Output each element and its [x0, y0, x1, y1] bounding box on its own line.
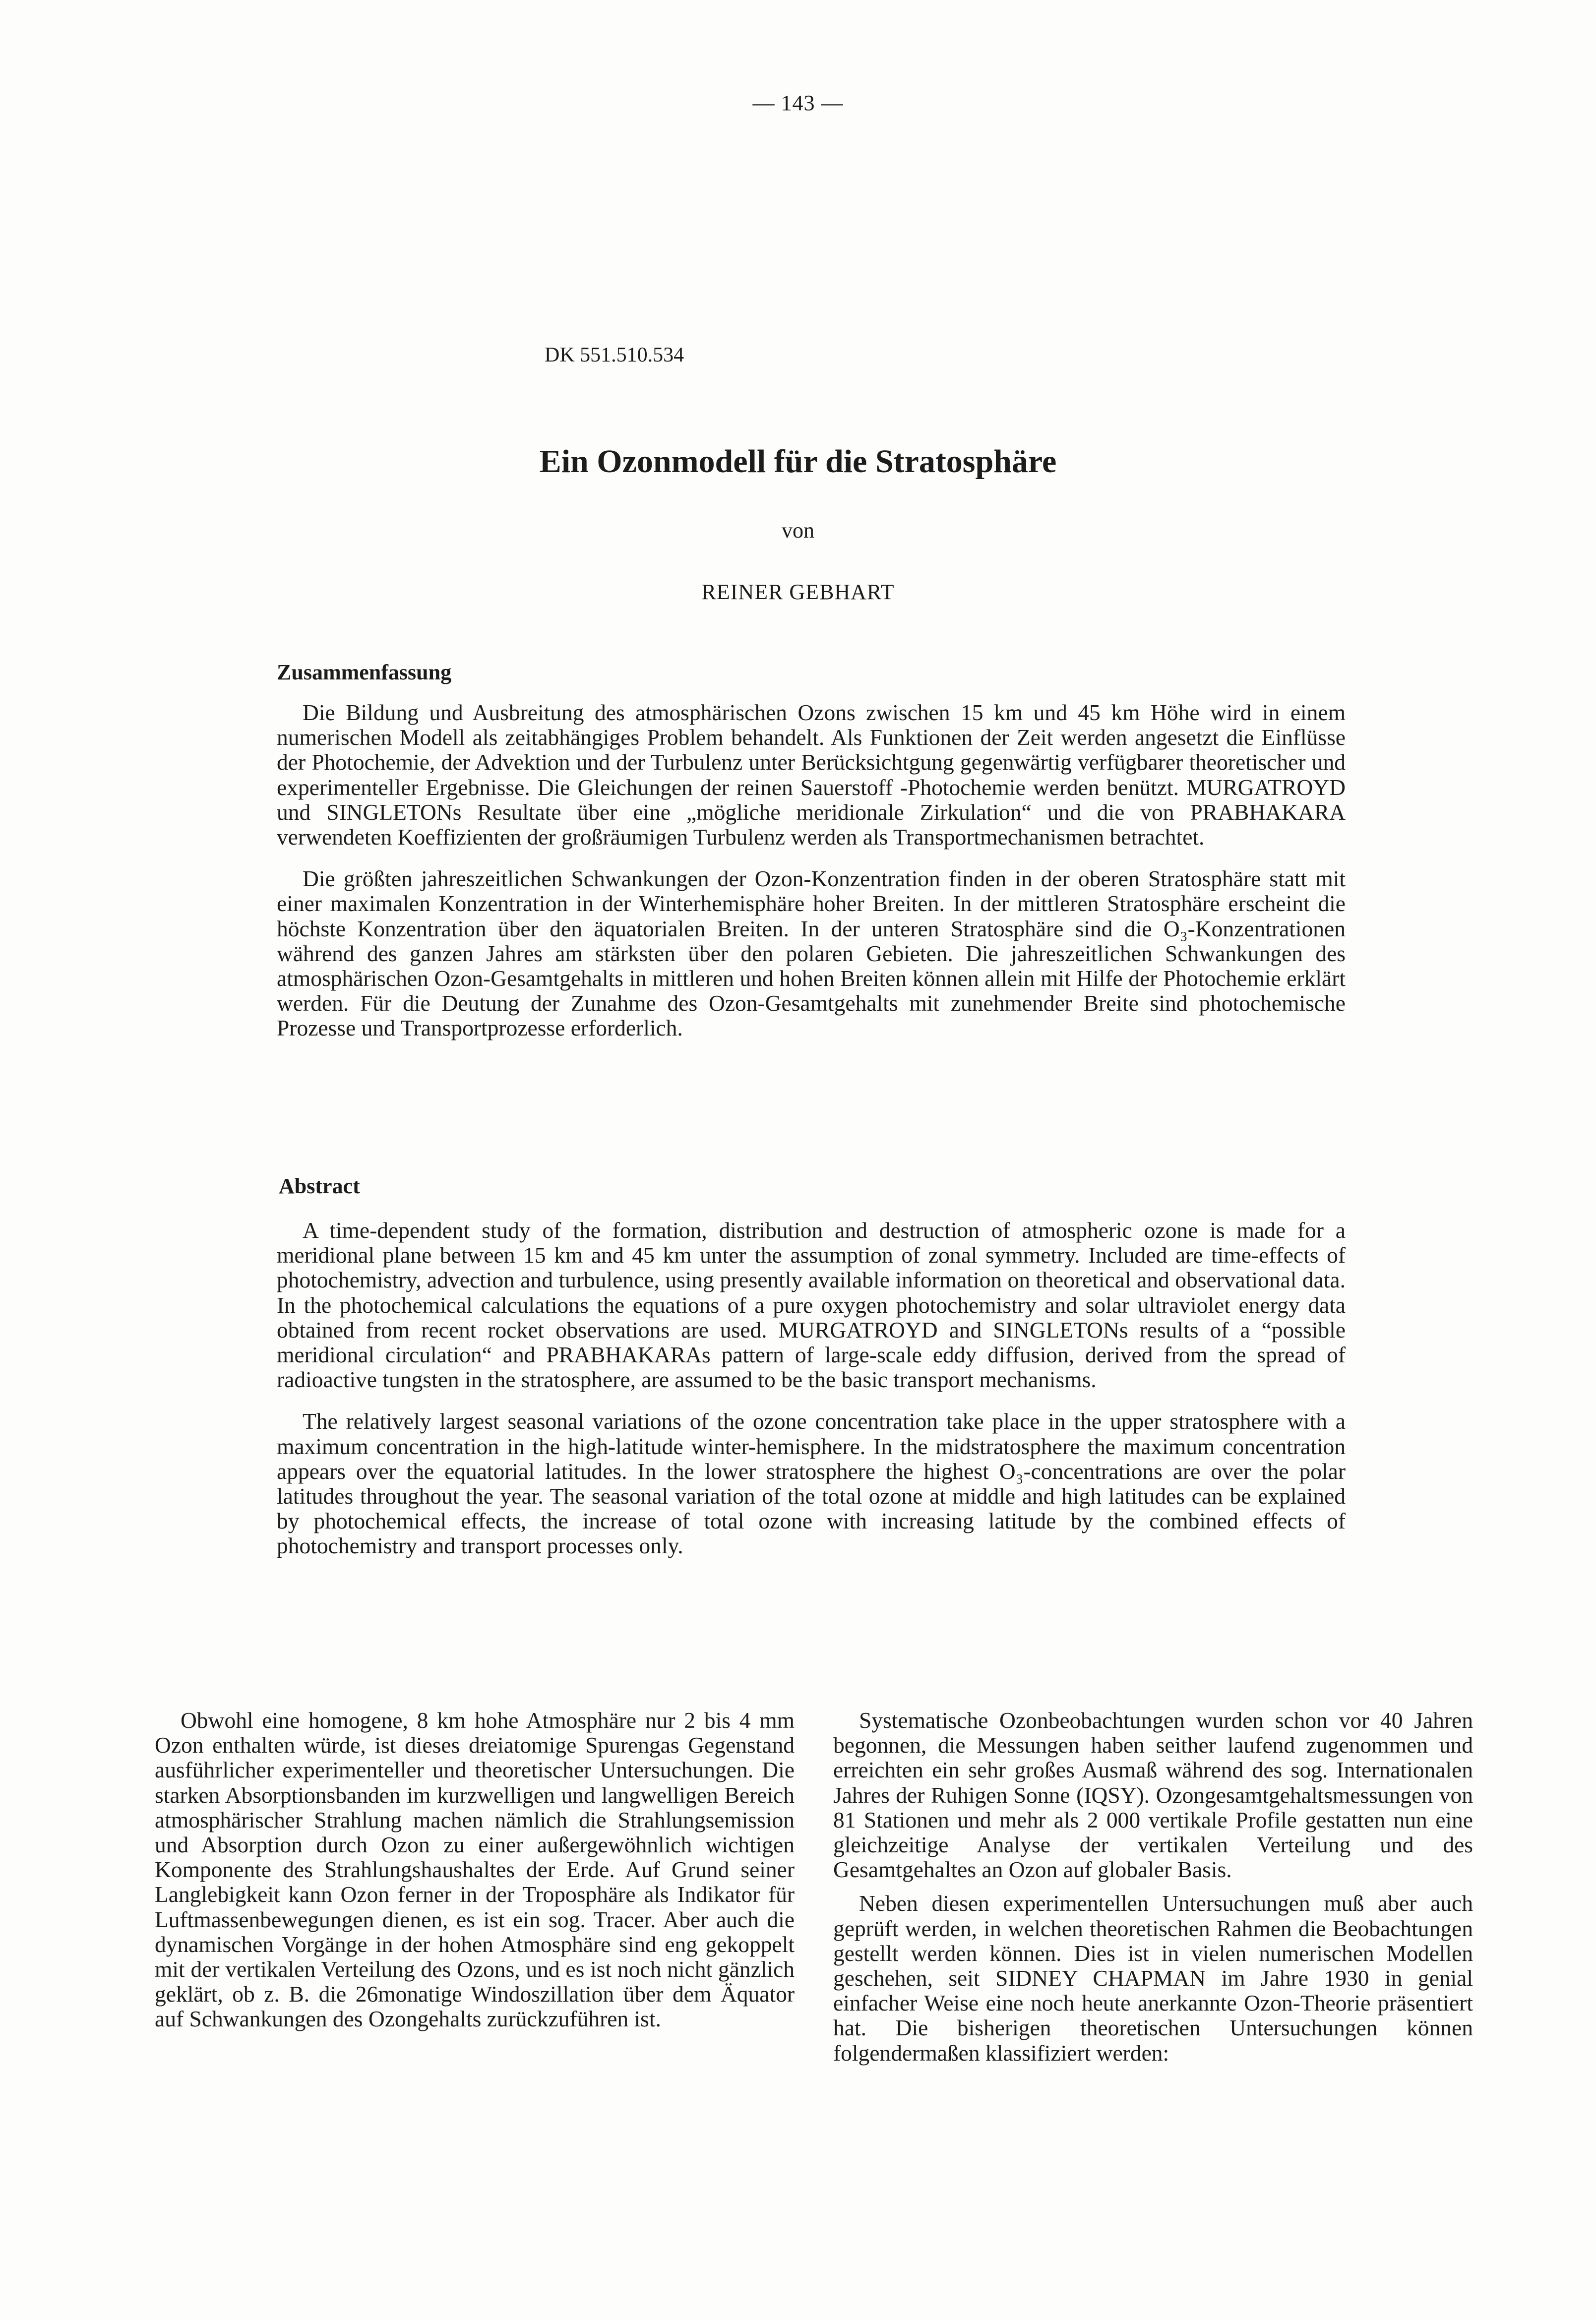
abstract-paragraph: The relatively largest seasonal variations of the ozone concentration take place in the upper stratosphere with a maximum concentration in the high-latitude winter-hemisphere. In the midstratosphere the maximum concentration appears over the equatorial latitudes. In the lower stratosphere the highest O₃-concentrations are over the polar latitudes throughout the year. The seasonal variation of the total ozone at middle and high latitudes can be explained by photochemical effects, the increase of total ozone with increasing latitude by the combined effects of photochemistry and transport processes only.	[277, 1408, 1346, 1559]
byline-von: von	[782, 518, 814, 543]
zusammenfassung-text	[277, 700, 1346, 1058]
article-title: Ein Ozonmodell für die Stratosphäre	[539, 443, 1057, 480]
abstract-paragraph: A time-dependent study of the formation, distribution and destruction of atmospheric ozone is made for a meridional plane between 15 km and 45 km unter the assumption of zonal symmetry. Included are time-effects of photochemistry, advection and turbulence, using presently available information on theoretical and observational data. In the photochemical calculations the equations of a pure oxygen photochemistry and solar ultraviolet energy data obtained from recent rocket observations are used. MURGATROYD and SINGLETONs results of a “possible meridional circulation“ and PRABHAKARAs pattern of large-scale eddy diffusion, derived from the spread of radioactive tungsten in the stratosphere, are assumed to be the basic transport mechanisms.	[277, 1218, 1346, 1393]
body-paragraph: Systematische Ozonbeobachtungen wurden schon vor 40 Jahren begonnen, die Messungen haben seither laufend zugenommen und erreichten ein sehr großes Ausmaß während des sog. Internationalen Jahres der Ruhigen Sonne (IQSY). Ozongesamtgehaltsmessungen von 81 Stationen und mehr als 2 000 vertikale Profile gestatten nun eine gleichzeitige Analyse der vertikalen Verteilung und des Gesamtgehaltes an Ozon auf globaler Basis.	[833, 1708, 1473, 1883]
zusammenfassung-paragraph: Die Bildung und Ausbreitung des atmosphärischen Ozons zwischen 15 km und 45 km Höhe wird in einem numerischen Modell als zeitabhängiges Problem behandelt. Als Funktionen der Zeit werden angesetzt die Einflüsse der Photochemie, der Advektion und der Turbulenz unter Berücksichtgung gegenwärtig verfügbarer theoretischer und experimenteller Ergebnisse. Die Gleichungen der reinen Sauerstoff -Photochemie werden benützt. MURGATROYD und SINGLETONs Resultate über eine „mögliche meridionale Zirkulation“ und die von PRABHAKARA verwendeten Koeffizienten der großräumigen Turbulenz werden als Transportmechanismen betrachtet.	[277, 700, 1346, 850]
abstract-text	[277, 1218, 1346, 1576]
zusammenfassung-paragraph: Die größten jahreszeitlichen Schwankungen der Ozon-Konzentration finden in der oberen Stratosphäre statt mit einer maximalen Konzentration in der Winterhemisphäre hoher Breiten. In der mittleren Stratosphäre erscheint die höchste Konzentration über den äquatorialen Breiten. In der unteren Stratosphäre sind die O₃-Konzentrationen während des ganzen Jahres am stärksten über den polaren Gebieten. Die jahreszeitlichen Schwankungen des atmosphärischen Ozon-Gesamtgehalts in mittleren und hohen Breiten können allein mit Hilfe der Photochemie erklärt werden. Für die Deutung der Zunahme des Ozon-Gesamtgehalts mit zunehmender Breite sind photochemische Prozesse und Transportprozesse erforderlich.	[277, 866, 1346, 1041]
zusammenfassung-heading: Zusammenfassung	[277, 660, 452, 684]
body-column-right	[833, 1708, 1473, 2075]
abstract-heading: Abstract	[279, 1174, 360, 1198]
body-paragraph: Obwohl eine homogene, 8 km hohe Atmosphäre nur 2 bis 4 mm Ozon enthalten würde, ist dieses dreiatomige Spurengas Gegenstand ausführlicher experimenteller und theoretischer Untersuchungen. Die starken Absorptionsbanden im kurzwelligen und langwelligen Bereich atmosphärischer Strahlung machen nämlich die Strahlungsemission und Absorption durch Ozon zu einer außergewöhnlich wichtigen Komponente des Strahlungshaushaltes der Erde. Auf Grund seiner Langlebigkeit kann Ozon ferner in der Troposphäre als Indikator für Luftmassenbewegungen dienen, es ist ein sog. Tracer. Aber auch die dynamischen Vorgänge in der hohen Atmosphäre sind eng gekoppelt mit der vertikalen Verteilung des Ozons, und es ist noch nicht gänzlich geklärt, ob z. B. die 26monatige Windoszillation über dem Äquator auf Schwankungen des Ozongehalts zurückzuführen ist.	[155, 1708, 795, 2032]
classification-code: DK 551.510.534	[545, 344, 684, 366]
body-paragraph: Neben diesen experimentellen Untersuchungen muß aber auch geprüft werden, in welchen theoretischen Rahmen die Beobachtungen gestellt werden können. Dies ist in vielen numerischen Modellen geschehen, seit SIDNEY CHAPMAN im Jahre 1930 in genial einfacher Weise eine noch heute anerkannte Ozon-Theorie präsentiert hat. Die bisherigen theoretischen Untersuchungen können folgendermaßen klassifiziert werden:	[833, 1891, 1473, 2066]
author-name: REINER GEBHART	[701, 580, 895, 604]
page-number: — 143 —	[752, 91, 844, 115]
body-column-left	[155, 1708, 795, 2041]
